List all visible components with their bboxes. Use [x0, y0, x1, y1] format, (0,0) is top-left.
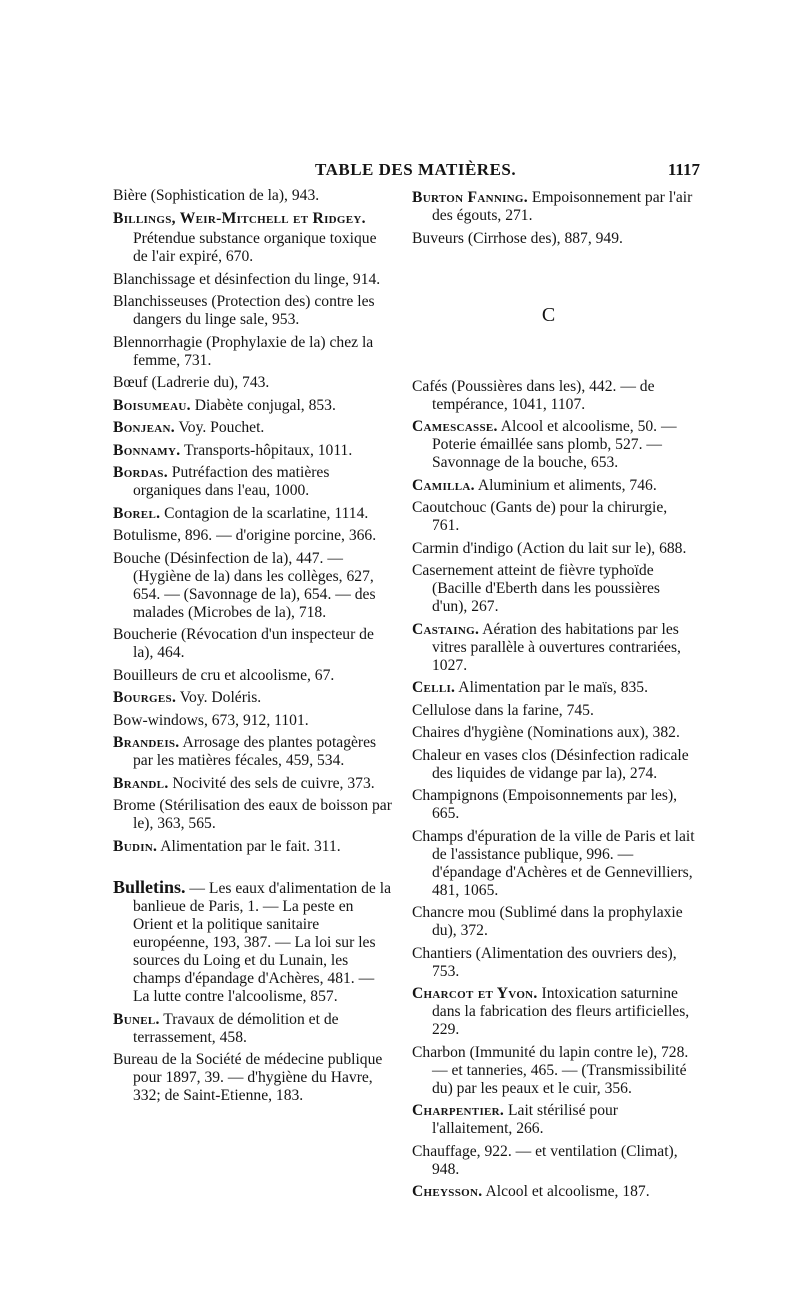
entry-text: Brome (Stérilisation des eaux de boisson par le), 363, 565.: [113, 797, 392, 832]
index-entry: [113, 187, 393, 205]
entry-text: Prétendue substance organique toxique de l'air expiré, 670.: [133, 230, 377, 265]
entry-author: Boisumeau.: [113, 396, 191, 414]
entry-author: Brandeis.: [113, 734, 180, 751]
index-entry: [412, 540, 695, 558]
index-entry: [113, 464, 393, 500]
entry-author: Bonnamy.: [113, 441, 181, 459]
entry-text: Botulisme, 896. — d'origine porcine, 366.: [113, 527, 377, 544]
entry-author: Bonjean.: [113, 419, 175, 436]
entry-author: Cheysson.: [412, 1183, 483, 1200]
index-entry: [113, 667, 393, 685]
index-entry: [412, 724, 695, 742]
index-entry: [113, 271, 393, 289]
index-entry: [412, 378, 695, 414]
index-entry: [113, 397, 393, 415]
index-entry: [412, 702, 695, 720]
entry-text: Bouilleurs de cru et alcoolisme, 67.: [113, 666, 335, 684]
entry-author: Charcot et Yvon.: [412, 985, 538, 1002]
entry-text: Buveurs (Cirrhose des), 887, 949.: [412, 229, 623, 247]
entry-text: Chantiers (Alimentation des ouvriers des), 753.: [412, 944, 677, 980]
index-entry: [412, 418, 695, 472]
entry-text: Nocivité des sels de cuivre, 373.: [168, 774, 375, 792]
entry-author: Bunel.: [113, 1010, 160, 1028]
entry-text: Cellulose dans la farine, 745.: [412, 701, 594, 719]
entry-text: Lait stérilisé pour l'allaitement, 266.: [432, 1102, 619, 1137]
entry-text: Alcool et alcoolisme, 50. — Poterie émaillée sans plomb, 527. — Savonnage de la bouche, 653.: [432, 418, 677, 471]
index-entry: [412, 787, 695, 823]
entry-author: Castaing.: [412, 620, 480, 638]
entry-text: Chauffage, 922. — et ventilation (Climat), 948.: [412, 1142, 678, 1178]
entry-author: Bordas.: [113, 464, 168, 481]
entry-text: Blanchissage et désinfection du linge, 914.: [113, 270, 381, 288]
entry-text: Blennorrhagie (Prophylaxie de la) chez la femme, 731.: [113, 333, 374, 369]
index-entry: [113, 734, 393, 770]
index-entry: [113, 838, 393, 856]
index-entry: [412, 562, 695, 616]
entry-text: Intoxication saturnine dans la fabrication des fleurs artificielles, 229.: [432, 985, 690, 1038]
entry-author: Camescasse.: [412, 418, 498, 435]
index-entry: [113, 1011, 393, 1047]
page-number: 1117: [667, 160, 700, 179]
index-entry: [113, 689, 393, 707]
index-entry: [113, 419, 393, 437]
entry-text: Bureau de la Société de médecine publique pour 1897, 39. — d'hygiène du Havre, 332; de Saint-Etienne, 183.: [113, 1051, 383, 1104]
right-column-entries: [412, 378, 695, 1202]
index-entry: [113, 230, 393, 266]
index-entry: [412, 1143, 695, 1179]
index-entry: [412, 1044, 695, 1098]
entry-author: Bulletins.: [113, 877, 186, 897]
entry-text: Voy. Pouchet.: [174, 419, 265, 436]
index-entry: [412, 189, 695, 225]
entry-text: Chaires d'hygiène (Nominations aux), 382.: [412, 724, 680, 741]
entry-author: Charpentier.: [412, 1102, 505, 1119]
entry-text: Bœuf (Ladrerie du), 743.: [113, 374, 270, 391]
entry-text: Alimentation par le fait. 311.: [157, 837, 341, 855]
index-entry: [412, 828, 695, 900]
entry-text: Alimentation par le maïs, 835.: [455, 679, 648, 696]
index-entry: [113, 1051, 393, 1105]
entry-author: Budin.: [113, 837, 158, 855]
right-column-top-entries: [412, 189, 695, 248]
entry-text: Bouche (Désinfection de la), 447. — (Hygiène de la) dans les collèges, 627, 654. — (Savonnage de la), 654. — des malades (Microbes de la), 718.: [113, 549, 376, 621]
entry-text: Bière (Sophistication de la), 943.: [113, 187, 320, 204]
entry-text: Casernement atteint de fièvre typhoïde (Bacille d'Eberth dans les poussières d'un), 267.: [412, 562, 660, 615]
index-entry: [412, 945, 695, 981]
entry-text: Empoisonnement par l'air des égouts, 271.: [432, 189, 693, 224]
index-entry: [412, 904, 695, 940]
entry-author: Burton Fanning.: [412, 189, 528, 206]
index-entry: [412, 230, 695, 248]
entry-text: Voy. Doléris.: [176, 689, 262, 706]
index-entry: [113, 797, 393, 833]
entry-text: Boucherie (Révocation d'un inspecteur de la), 464.: [113, 626, 374, 661]
index-entry: [412, 679, 695, 697]
entry-author: Billings, Weir-Mitchell et Ridgey.: [113, 209, 366, 227]
index-entry: [113, 442, 393, 460]
entry-author: Camilla.: [412, 476, 475, 494]
entry-text: Carmin d'indigo (Action du lait sur le), 688.: [412, 539, 687, 557]
index-entry: [113, 712, 393, 730]
left-column: [113, 187, 393, 1110]
index-entry: [113, 505, 393, 523]
entry-text: Chaleur en vases clos (Désinfection radicale des liquides de vidange par la), 274.: [412, 746, 689, 782]
entry-text: Transports-hôpitaux, 1011.: [180, 441, 353, 459]
entry-text: Arrosage des plantes potagères par les matières fécales, 459, 534.: [133, 734, 377, 769]
page-title: TABLE DES MATIÈRES.: [315, 160, 517, 179]
entry-text: Putréfaction des matières organiques dans l'eau, 1000.: [133, 464, 330, 499]
index-entry: [113, 626, 393, 662]
entry-text: Contagion de la scarlatine, 1114.: [160, 504, 369, 522]
index-entry: [113, 775, 393, 793]
entry-text: Cafés (Poussières dans les), 442. — de tempérance, 1041, 1107.: [412, 377, 655, 413]
index-entry: [412, 621, 695, 675]
index-entry: [412, 1183, 695, 1201]
index-entry: [113, 878, 393, 1006]
page-header: [110, 160, 700, 184]
entry-text: Aération des habitations par les vitres parallèle à ouvertures contrariées, 1027.: [432, 620, 681, 674]
entry-text: Blanchisseuses (Protection des) contre les dangers du linge sale, 953.: [113, 293, 375, 328]
entry-text: Diabète conjugal, 853.: [190, 396, 336, 414]
entry-text: Charbon (Immunité du lapin contre le), 728. — et tanneries, 465. — (Transmissibilité du) par les peaux et le cuir, 356.: [412, 1043, 689, 1097]
index-entry: [113, 550, 393, 622]
index-entry: [412, 477, 695, 495]
entry-text: Champs d'épuration de la ville de Paris et lait de l'assistance publique, 996. — d'épandage d'Achères et de Gennevilliers, 481, 1065.: [412, 827, 695, 899]
entry-text: — Les eaux d'alimentation de la banlieue de Paris, 1. — La peste en Orient et la politique sanitaire européenne, 193, 387. — La loi sur les sources du Loing et du Lunain, les champs d'épandage d'Achères, 481. — La lutte contre l'alcoolisme, 857.: [133, 880, 391, 1005]
entry-text: Aluminium et aliments, 746.: [474, 476, 657, 494]
entry-text: Champignons (Empoisonnements par les), 665.: [412, 787, 678, 822]
index-entry: [113, 293, 393, 329]
index-entry: [412, 985, 695, 1039]
right-column: [412, 189, 695, 1206]
index-entry: [113, 527, 393, 545]
index-entry: [113, 374, 393, 392]
entry-author: Bourges.: [113, 689, 177, 706]
entry-text: Caoutchouc (Gants de) pour la chirurgie, 761.: [412, 499, 668, 534]
entry-text: Alcool et alcoolisme, 187.: [482, 1183, 650, 1200]
index-entry: [412, 499, 695, 535]
entry-author: Brandl.: [113, 774, 169, 792]
entry-text: Bow-windows, 673, 912, 1101.: [113, 711, 309, 729]
entry-text: Chancre mou (Sublimé dans la prophylaxie du), 372.: [412, 904, 683, 939]
index-entry: [412, 747, 695, 783]
section-spacer: [113, 860, 393, 878]
entry-author: Borel.: [113, 504, 161, 522]
index-entry: [412, 1102, 695, 1138]
entry-text: Travaux de démolition et de terrassement, 458.: [133, 1010, 339, 1046]
index-entry: [113, 334, 393, 370]
index-entry: [113, 210, 393, 228]
entry-author: Celli.: [412, 679, 456, 696]
section-letter: C: [541, 303, 556, 326]
